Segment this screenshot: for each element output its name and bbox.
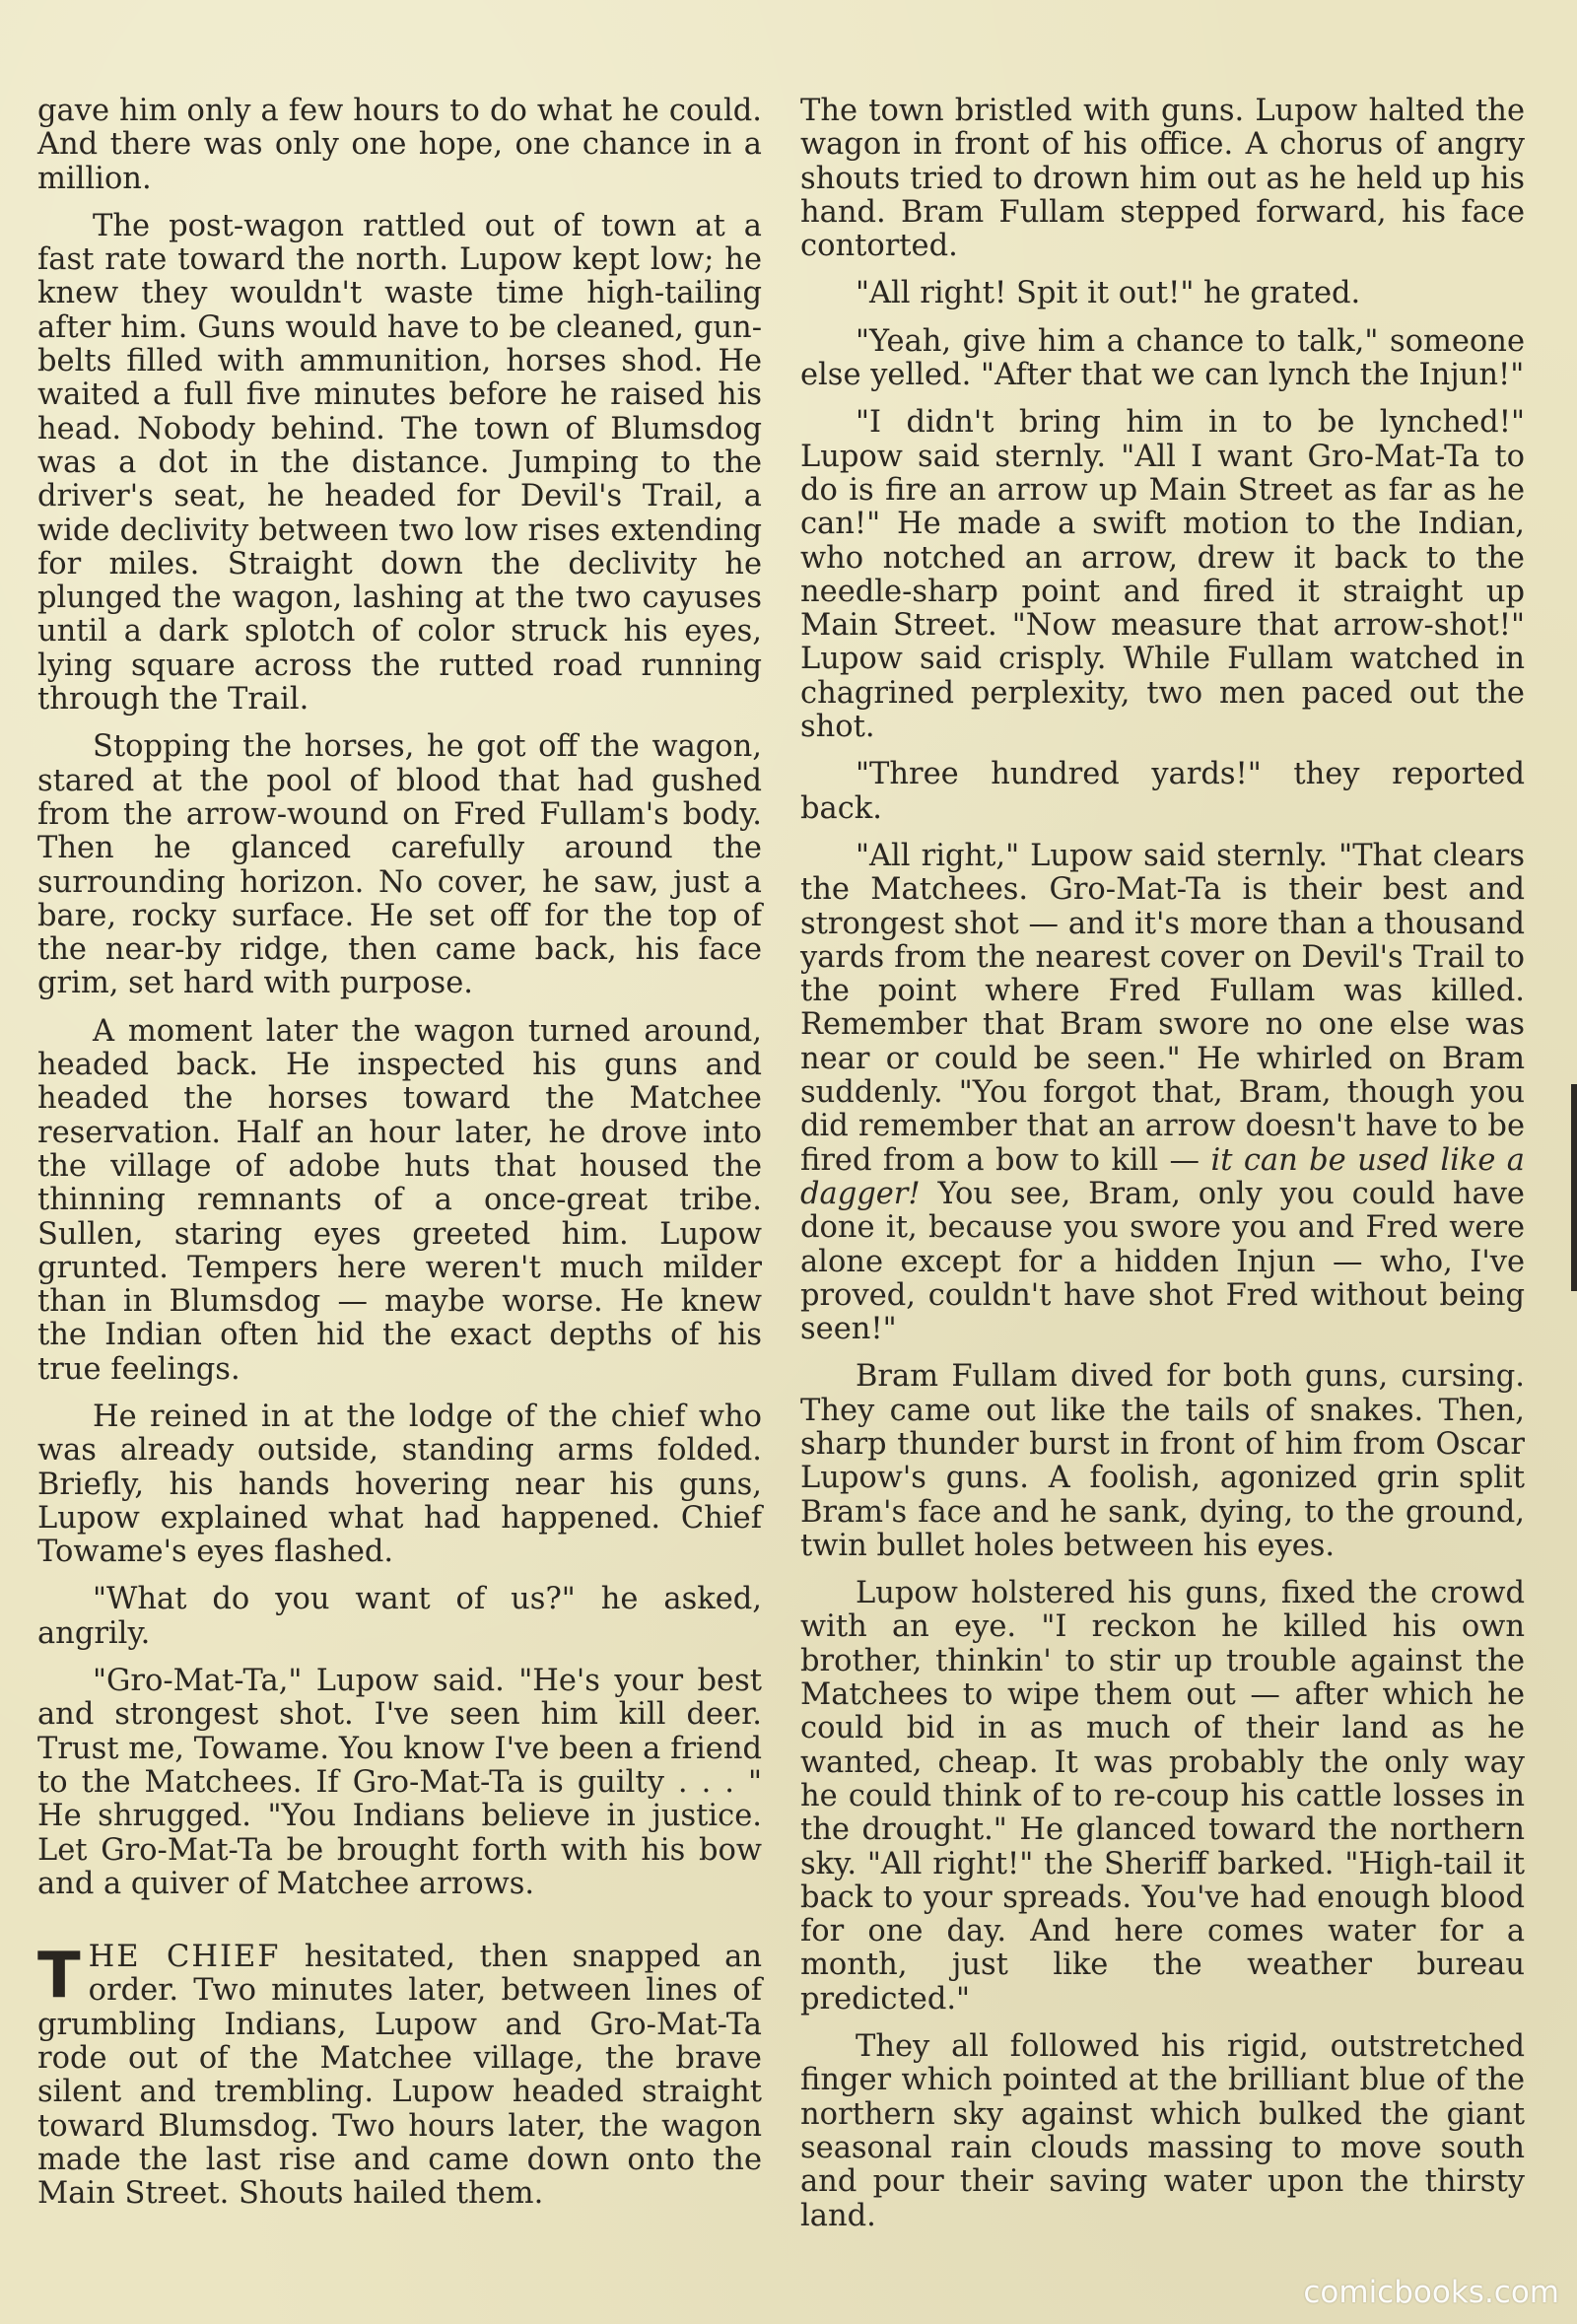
paragraph: "I didn't bring him in to be lynched!" Lupow said sternly. "All I want Gro-Mat-Ta to do is fire an arrow up Main Street as far as he can!" He made a swift motion to the Indian, who notched an arrow, drew it back to the needle-sharp point and fired it straight up Main Street. "Now measure that arrow-shot!" Lupow said crisply. While Fullam watched in chagrined perplexity, two men paced out the shot. (800, 405, 1525, 745)
paragraph-text: "All right," Lupow said sternly. "That clears the Matchees. Gro-Mat-Ta is their best and strongest shot — and it's more than a thousand yards from the nearest cover on Devil's Trail to the point where Fred Fullam was killed. Remember that Bram swore no one else was near or could be seen." He whirled on Bram suddenly. "You forgot that, Bram, though you did remember that an arrow doesn't have to be fired from a bow to kill — (800, 838, 1525, 1178)
paragraph: They all followed his rigid, outstretched finger which pointed at the brilliant blue of the northern sky against which bulked the giant seasonal rain clouds massing to move south and pour their saving water upon the thirsty land. (800, 2029, 1525, 2233)
paragraph: A moment later the wagon turned around, headed back. He inspected his guns and headed the horses toward the Matchee reservation. Half an hour later, he drove into the village of adobe huts that housed the thinning remnants of a once-great tribe. Sullen, staring eyes greeted him. Lupow grunted. Tempers here weren't much milder than in Blumsdog — maybe worse. He knew the Indian often hid the exact depths of his true feelings. (37, 1013, 762, 1387)
page-edge-mark (1571, 1084, 1577, 1291)
paragraph: Lupow holstered his guns, fixed the crowd with an eye. "I reckon he killed his own brother, thinkin' to stir up trouble against the Matchees to wipe them out — after which he could bid in as much of their land as he wanted, cheap. It was probably the only way he could think of to re-coup his cattle losses in the drought." He glanced toward the northern sky. "All right!" the Sheriff barked. "High-tail it back to your spreads. You've had enough blood for one day. And here comes water for a month, just like the weather bureau predicted." (800, 1576, 1525, 2016)
paragraph (800, 840, 1525, 1346)
left-column (37, 95, 762, 2225)
paragraph: gave him only a few hours to do what he could. And there was only one hope, one chance in a million. (37, 94, 762, 196)
drop-cap: T (37, 1940, 81, 2014)
paragraph: The post-wagon rattled out of town at a fast rate toward the north. Lupow kept low; he knew they wouldn't waste time high-tailing after him. Guns would have to be cleaned, gun-belts filled with ammunition, horses shod. He waited a full five minutes before he raised his head. Nobody behind. The town of Blumsdog was a dot in the distance. Jumping to the driver's seat, he headed for Devil's Trail, a wide declivity between two low rises extending for miles. Straight down the declivity he plunged the wagon, lashing at the two cayuses until a dark splotch of color struck his eyes, lying square across the rutted road running through the Trail. (37, 208, 762, 718)
paragraph: Bram Fullam dived for both guns, cursing. They came out like the tails of snakes. Then, sharp thunder burst in front of him from Oscar Lupow's guns. A foolish, agonized grin split Bram's face and he sank, dying, to the ground, twin bullet holes between his eyes. (800, 1359, 1525, 1563)
paragraph-text: hesitated, then snapped an order. Two minutes later, between lines of grumbling Indians, Lupow and Gro-Mat-Ta rode out of the Matchee village, the brave silent and trembling. Lupow headed straight toward Blumsdog. Two hours later, the wagon made the last rise and came down onto the Main Street. Shouts hailed them. (37, 1940, 763, 2212)
paragraph: Stopping the horses, he got off the wagon, stared at the pool of blood that had gushed from the arrow-wound on Fred Fullam's body. Then he glanced carefully around the surrounding horizon. No cover, he saw, just a bare, rocky surface. He set off for the top of the near-by ridge, then came back, his face grim, set hard with purpose. (37, 729, 762, 1001)
paragraph: "All right! Spit it out!" he grated. (856, 276, 1361, 311)
paragraph: "Gro-Mat-Ta," Lupow said. "He's your best and strongest shot. I've seen him kill deer. Trust me, Towame. You know I've been a friend to the Matchees. If Gro-Mat-Ta is guilty . . . " He shrugged. "You Indians believe in justice. Let Gro-Mat-Ta be brought forth with his bow and a quiver of Matchee arrows. (37, 1664, 762, 1901)
watermark: comicbooks.com (1303, 2275, 1559, 2310)
paragraph: "Yeah, give him a chance to talk," someone else yelled. "After that we can lynch the Injun!" (800, 323, 1525, 393)
emphasis-text: it can be used like a dagger! (800, 1142, 1525, 1211)
paragraph-text: You see, Bram, only you could have done it, because you swore you and Fred were alone except for a hidden Injun — who, I've proved, couldn't have shot Fred without being seen!" (800, 1176, 1525, 1347)
right-column (800, 95, 1525, 2247)
lead-in-text: HE CHIEF (88, 1940, 281, 1975)
section-break-paragraph (37, 1941, 762, 2211)
paragraph: "What do you want of us?" he asked, angrily. (37, 1582, 762, 1651)
paragraph: The town bristled with guns. Lupow halted the wagon in front of his office. A chorus of angry shouts tried to drown him out as he held up his hand. Bram Fullam stepped forward, his face contorted. (800, 94, 1525, 264)
paragraph: He reined in at the lodge of the chief who was already outside, standing arms folded. Briefly, his hands hovering near his guns, Lupow explained what had happened. Chief Towame's eyes flashed. (37, 1399, 762, 1570)
paragraph (37, 1941, 762, 2211)
paragraph: "Three hundred yards!" they reported back. (800, 757, 1525, 826)
